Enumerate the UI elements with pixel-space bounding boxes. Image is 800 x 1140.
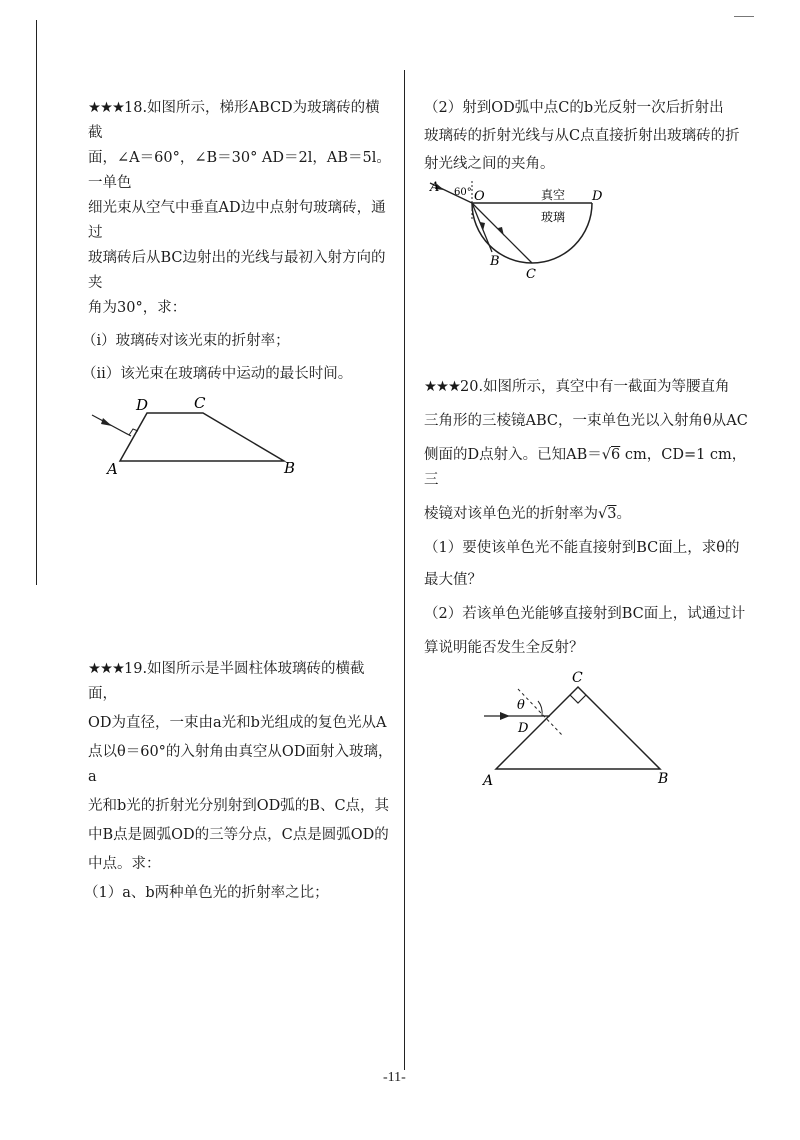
semi-label-b: B (490, 254, 500, 269)
q18-heading (88, 96, 393, 146)
semi-label-angle: 60° (454, 187, 472, 198)
q19-sub-2-line-1: （2）射到OD弧中点C的b光反射一次后折射出 (424, 100, 724, 116)
q19-line-3: 点以θ＝60°的入射角由真空从OD面射入玻璃，a (88, 744, 393, 785)
q18-line-1: 如图所示，梯形ABCD为玻璃砖的横截 (88, 100, 380, 141)
q18-line-3: 细光束从空气中垂直AD边中点射句玻璃砖，通过 (88, 200, 386, 241)
semi-label-a: A (430, 181, 440, 195)
q20-sub-2-line-2: 算说明能否发生全反射？ (424, 640, 584, 656)
q19-continued (424, 96, 749, 281)
q18-stars: ★★★ (88, 100, 124, 116)
q19-line-1: 如图所示是半圆柱体玻璃砖的横截面， (88, 661, 365, 702)
q18-line-4: 玻璃砖后从BC边射出的光线与最初入射方向的夹 (88, 250, 386, 291)
q19-line-2: OD为直径，一束由a光和b光组成的复色光从A (88, 715, 387, 731)
ray-arrowhead (101, 418, 112, 426)
q19-line-4: 光和b光的折射光分别射到OD弧的B、C点，其 (88, 798, 390, 814)
q20-stars: ★★★ (424, 379, 460, 395)
prism-label-c: C (572, 671, 583, 686)
q19-heading (88, 657, 393, 707)
semi-label-glass: 玻璃 (541, 210, 566, 224)
q18-line-5: 角为30°，求： (88, 300, 187, 316)
q20-line-3: 侧面的D点射入。已知AB＝√6 cm，CD=1 cm，三 (424, 447, 747, 488)
incident-ray (92, 415, 131, 436)
left-column (82, 96, 393, 906)
q20-sqrt-6: 6 (611, 447, 621, 463)
semi-label-c: C (526, 267, 536, 281)
trap-label-d: D (136, 396, 149, 414)
prism-right-angle-mark (570, 695, 586, 703)
q19-semicircle-figure (424, 181, 624, 281)
question-18 (82, 96, 393, 479)
trap-label-a: A (107, 460, 118, 478)
corner-mark (734, 16, 754, 17)
q18-trapezoid-figure (90, 389, 320, 479)
q20-sub-1-line-1: （1）要使该单色光不能直接射到BC面上，求θ的 (424, 540, 740, 556)
prism-label-b: B (658, 771, 669, 787)
q18-sub-1: （ⅰ）玻璃砖对该光束的折射率； (82, 333, 290, 349)
q20-line-3-post: cm，CD=1 cm，三 (424, 447, 747, 488)
q20-line-4-pre: 棱镜对该单色光的折射率为 (424, 506, 598, 522)
trap-label-b: B (284, 459, 296, 477)
theta-arc (538, 701, 542, 716)
q19-line-5: 中B点是圆弧OD的三等分点，C点是圆弧OD的 (88, 827, 389, 843)
q20-sub-1-line-2: 最大值？ (424, 572, 482, 588)
q18-line-2: 面，∠A＝60°，∠B＝30° AD＝2l，AB＝5l。一单色 (88, 150, 391, 191)
q20-heading (424, 375, 749, 400)
q19-sub-1: （1）a、b两种单色光的折射率之比； (84, 885, 329, 901)
prism-label-a: A (483, 773, 494, 789)
question-20 (424, 375, 749, 791)
q20-line-4: 棱镜对该单色光的折射率为√3。 (424, 506, 631, 522)
semi-label-vacuum: 真空 (541, 188, 566, 202)
trapezoid-abcd (120, 413, 284, 461)
semi-label-d: D (592, 189, 603, 204)
right-column (424, 96, 749, 791)
q20-line-4-post: 。 (616, 506, 631, 522)
page-number: -11- (383, 1070, 406, 1085)
q20-prism-figure (480, 671, 720, 791)
question-19 (84, 657, 393, 906)
q18-sub-2: （ⅱ）该光束在玻璃砖中运动的最长时间。 (82, 366, 353, 382)
prism-label-d: D (518, 721, 529, 736)
ray-oc-arrow (498, 227, 504, 236)
q20-number: 20. (460, 379, 484, 395)
left-margin-line (36, 20, 37, 585)
q19-sub-2-line-3: 射光线之间的夹角。 (424, 156, 555, 172)
q19-number: 19. (124, 661, 148, 677)
q18-number: 18. (124, 100, 148, 116)
q20-line-2: 三角形的三棱镜ABC，一束单色光以入射角θ从AC (424, 413, 748, 429)
prism-ray-arrow (500, 712, 510, 720)
q20-sqrt-3: 3 (607, 506, 617, 522)
q19-sub-2-line-2: 玻璃砖的折射光线与从C点直接折射出玻璃砖的折 (424, 128, 740, 144)
q19-line-6: 中点。求： (88, 856, 161, 872)
q20-sub-2-line-1: （2）若该单色光能够直接射到BC面上，试通过计 (424, 606, 746, 622)
q20-line-1: 如图所示，真空中有一截面为等腰直角 (483, 379, 730, 395)
prism-label-theta: θ (517, 698, 525, 713)
q19-stars: ★★★ (88, 661, 124, 677)
trap-label-c: C (194, 394, 206, 412)
column-divider (404, 70, 405, 1070)
semi-label-o: O (474, 189, 485, 204)
q20-line-3-pre: 侧面的D点射入。已知AB＝ (424, 447, 602, 463)
